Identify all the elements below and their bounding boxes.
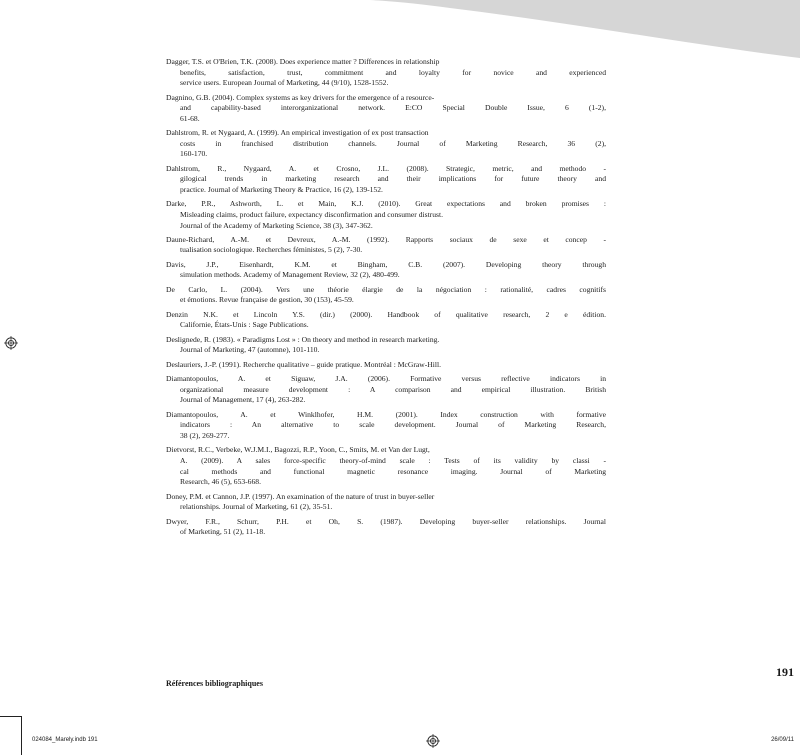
reference-line: Deslignede, R. (1983). « Paradigms Lost » : On theory and method in research marketing. [166,334,440,344]
page-number: 191 [776,665,794,679]
reference-line: Misleading claims, product failure, expectancy disconfirmation and consumer distrust. [180,209,443,219]
reference-line: Californie, États-Unis : Sage Publications. [180,320,309,330]
reference-entry [166,410,606,442]
reference-line: organizational measure development : A comparison and empirical illustration. British [180,384,606,394]
print-slug-filename: 024084_Marely.indb 191 [32,737,98,743]
reference-line: 38 (2), 269-277. [180,430,230,440]
reference-line: De Carlo, L. (2004). Vers une théorie élargie de la négociation : rationalité, cadres cognitifs [166,284,606,294]
reference-line: 160-170. [180,149,208,159]
reference-line: Journal of Marketing, 47 (automne), 101-110. [180,345,320,355]
reference-line: Denzin N.K. et Lincoln Y.S. (dir.) (2000). Handbook of qualitative research, 2 e édition. [166,309,606,319]
print-slug-date: 26/09/11 [771,737,794,743]
registration-mark-icon [426,734,440,748]
reference-entry [166,57,606,89]
reference-line: Deslauriers, J.-P. (1991). Recherche qualitative – guide pratique. Montréal : McGraw-Hill. [166,359,441,369]
reference-line: Dwyer, F.R., Schurr, P.H. et Oh, S. (1987). Developing buyer-seller relationships. Journal [166,516,606,526]
running-footer-title: Références bibliographiques [166,679,263,688]
reference-line: et émotions. Revue française de gestion, 30 (153), 45-59. [180,295,354,305]
reference-entry [166,164,606,196]
reference-line: Research, 46 (5), 653-668. [180,477,261,487]
reference-line: indicators : An alternative to scale development. Journal of Marketing Research, [180,420,606,430]
reference-line: Dagnino, G.B. (2004). Complex systems as key drivers for the emergence of a resource- [166,92,435,102]
reference-entry [166,374,606,406]
reference-entry [166,128,606,160]
reference-line: Dahlstrom, R., Nygaard, A. et Crosno, J.L. (2008). Strategic, metric, and methodo - [166,163,606,173]
reference-entry [166,360,606,371]
reference-line: 61-68. [180,113,200,123]
reference-line: Journal of the Academy of Marketing Science, 38 (3), 347-362. [180,220,373,230]
reference-line: relationships. Journal of Marketing, 61 (2), 35-51. [180,502,333,512]
reference-line: and capability-based interorganizational network. E:CO Special Double Issue, 6 (1-2), [180,103,606,113]
reference-list [166,57,606,542]
reference-entry [166,260,606,281]
reference-entry [166,445,606,487]
reference-line: Dahlstrom, R. et Nygaard, A. (1999). An empirical investigation of ex post transaction [166,128,429,138]
reference-line: of Marketing, 51 (2), 11-18. [180,527,266,537]
reference-line: Diamantopoulos, A. et Winklhofer, H.M. (2001). Index construction with formative [166,409,606,419]
reference-line: Doney, P.M. et Cannon, J.P. (1997). An examination of the nature of trust in buyer-seller [166,491,435,501]
reference-entry [166,492,606,513]
reference-line: cal methods and functional magnetic resonance imaging. Journal of Marketing [180,466,606,476]
reference-entry [166,335,606,356]
reference-line: benefits, satisfaction, trust, commitment and loyalty for novice and experienced [180,67,606,77]
reference-entry [166,310,606,331]
reference-line: Diamantopoulos, A. et Siguaw, J.A. (2006). Formative versus reflective indicators in [166,374,606,384]
reference-line: gilogical trends in marketing research and their implications for future theory and [180,174,606,184]
reference-line: Daune-Richard, A.-M. et Devreux, A.-M. (1992). Rapports sociaux de sexe et concep - [166,234,606,244]
reference-entry [166,199,606,231]
reference-line: service users. European Journal of Marketing, 44 (9/10), 1528-1552. [180,78,389,88]
reference-line: costs in franchised distribution channels. Journal of Marketing Research, 36 (2), [180,138,606,148]
crop-mark [21,716,22,755]
reference-line: Darke, P.R., Ashworth, L. et Main, K.J. (2010). Great expectations and broken promises : [166,199,606,209]
reference-line: practice. Journal of Marketing Theory & Practice, 16 (2), 139-152. [180,184,383,194]
crop-mark [0,716,21,717]
reference-line: Journal of Management, 17 (4), 263-282. [180,395,306,405]
reference-line: tualisation sociologique. Recherches féministes, 5 (2), 7-30. [180,245,363,255]
reference-line: Davis, J.P., Eisenhardt, K.M. et Bingham, C.B. (2007). Developing theory through [166,259,606,269]
reference-line: Dagger, T.S. et O'Brien, T.K. (2008). Does experience matter ? Differences in relationship [166,57,440,66]
registration-mark-icon [4,336,18,350]
reference-entry [166,285,606,306]
reference-line: A. (2009). A sales force-specific theory-of-mind scale : Tests of its validity by classi - [180,455,606,465]
reference-line: Dietvorst, R.C., Verbeke, W.J.M.I., Bagozzi, R.P., Yoon, C., Smits, M. et Van der Lugt, [166,445,430,455]
reference-entry [166,517,606,538]
reference-entry [166,235,606,256]
page-curl-shadow [370,0,800,60]
reference-entry [166,93,606,125]
reference-line: simulation methods. Academy of Management Review, 32 (2), 480-499. [180,270,400,280]
